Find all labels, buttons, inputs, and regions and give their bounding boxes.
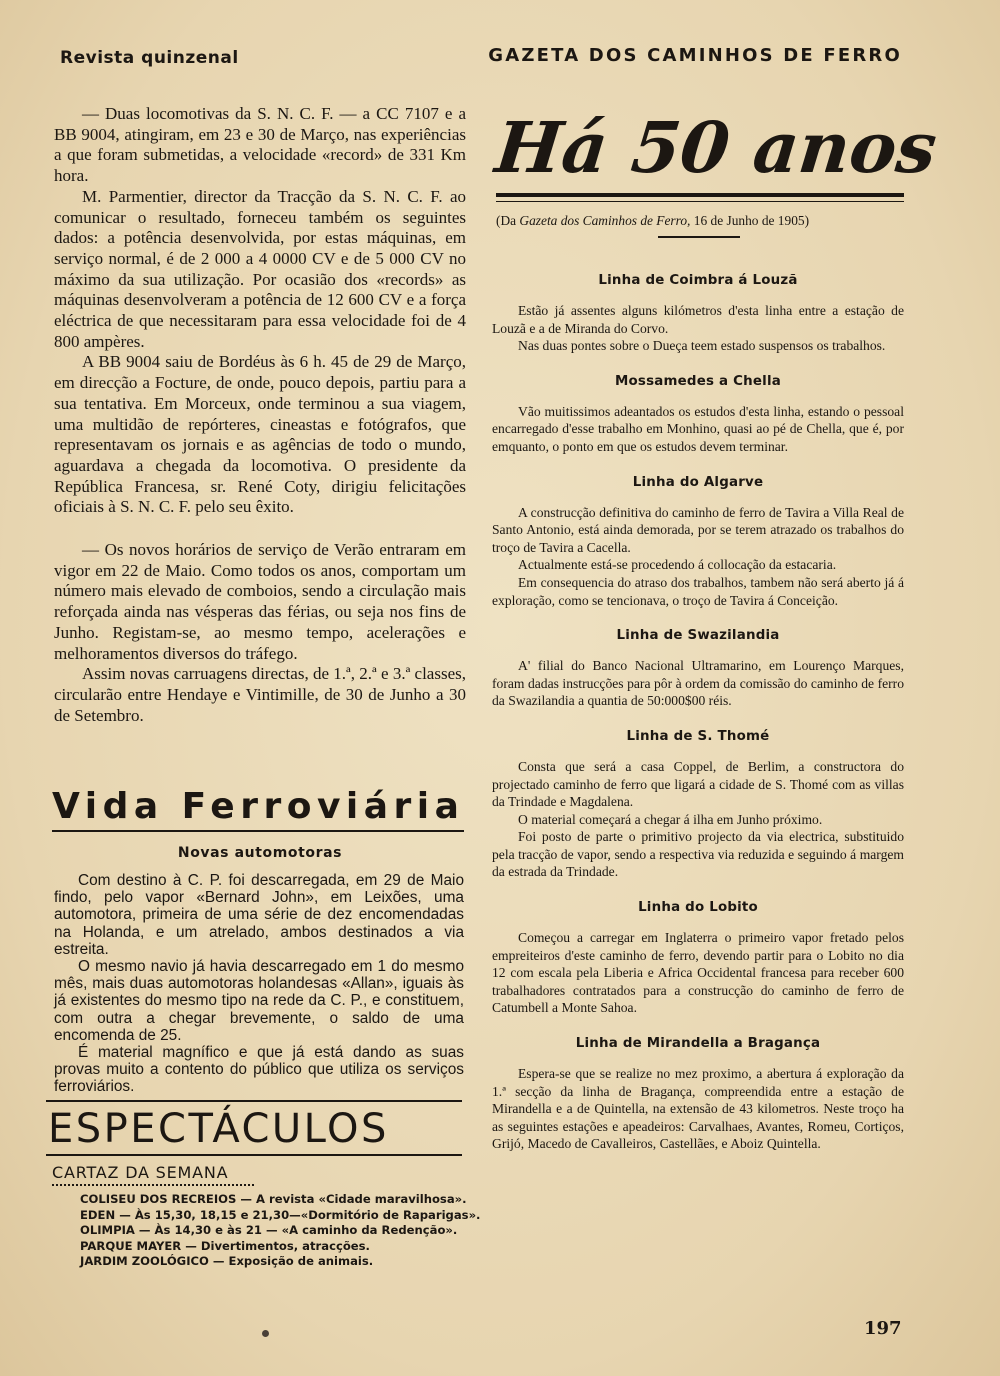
divider [496,201,904,202]
section-body [492,758,904,881]
source-italic: Gazeta dos Caminhos de Ferro, [519,213,691,228]
cartaz-title: CARTAZ DA SEMANA [52,1163,229,1182]
cartaz-list [80,1192,481,1270]
paragraph: Actualmente está-se procedendo á collocação da estacaria. [518,557,837,573]
divider [52,830,464,832]
paragraph: Consta que será a casa Coppel, de Berlim, a constructora do projectado caminho de ferro que ligará a cidade de S. Thomé com as villas da Trindade e Magdalena. [492,758,904,810]
section-title: Linha de S. Thomé [626,728,770,744]
page-number: 197 [864,1318,902,1339]
section-body [492,403,904,456]
divider [46,1100,462,1102]
paragraph: A construcção definitiva do caminho de ferro de Tavira a Villa Real de Santo Antonio, está ainda demorada, por se terem atrazado os trabalhos do troço de Tavira a Cacella. [492,504,904,555]
paragraph: Em consequencia do atraso dos trabalhos, tambem não será aberto já á exploração, como se tencionava, o troço de Tavira á Conceição. [492,574,904,608]
left-column-article [54,104,466,726]
vida-ferroviaria-title: Vida Ferroviária [52,786,464,827]
section-title: Linha de Coimbra á Louzã [598,273,798,288]
section-title: Linha de Swazilandia [616,628,780,644]
paragraph: Estão já assentes alguns kilómetros d'esta linha entre a estação de Louzã e a de Miranda do Corvo. [492,303,904,336]
section-title: Linha do Algarve [632,474,764,490]
paragraph: Assim novas carruagens directas, de 1.ª, 2.ª e 3.ª classes, circularão entre Hendaye e Vintimille, de 30 de Junho a 30 de Setembro. [54,664,466,725]
header-right: GAZETA DOS CAMINHOS DE FERRO [488,45,902,66]
paragraph: A' filial do Banco Nacional Ultramarino, em Lourenço Marques, foram dadas instrucções para pôr à ordem da comissão do caminho de ferro da Swazilandia a quantia de 50:000$00 réis. [492,658,904,709]
section-body [492,504,904,610]
section-title: Mossamedes a Chella [615,373,781,389]
paragraph: Espera-se que se realize no mez proximo, a abertura á exploração da 1.ª secção da linha de Bragança, compreendida entre a estação de Mirandella e a de Quintella, na extensão de 43 kilometros. Neste troço ha as seguintes estações e apeadeiros: Carvalhaes, Avantes, Romeu, Cortiços, Grijó, Macedo de Cavalleiros, Castellães, e Aboiz Quintella. [492,1066,904,1152]
paragraph: M. Parmentier, director da Tracção da S. N. C. F. ao comunicar o resultado, forneceu também os seguintes dados: a potência desenvolvida, por estas máquinas, em serviço normal, é de 2 000 a 4 0000 CV e de 5 000 CV no máximo da sua utilização. Por ocasião dos «records» as máquinas desenvolveram a potência de 12 600 CV e a força eléctrica de que necessitaram para essa velocidade foi de 4 800 ampères. [54,186,466,351]
list-item: OLIMPIA — Às 14,30 e às 21 — «A caminho da Redenção». [80,1223,458,1238]
paragraph: Vão muitissimos adeantados os estudos d'esta linha, estando o pessoal encarregado d'esse trabalho em Monhino, quasi ao pé de Chella, que é, por emquanto, o ponto em que os estudos devem terminar. [492,403,904,454]
espectaculos-title: ESPECTÁCULOS [48,1106,389,1152]
source-citation [496,213,906,229]
divider [496,193,904,197]
list-item: JARDIM ZOOLÓGICO — Exposição de animais. [80,1254,374,1269]
divider [46,1154,462,1156]
list-item: PARQUE MAYER — Divertimentos, atracções. [80,1238,370,1253]
paragraph: O mesmo navio já havia descarregado em 1 do mesmo mês, mais duas automotoras holandesas «Allan», iguais às já existentes do mesmo tipo na rede da C. P., e constituem, com outra a chegar brevemente, o saldo de uma encomenda de 25. [54,958,464,1044]
source-prefix: (Da [496,213,520,228]
ha-50-anos-title: Há 50 anos [491,106,941,189]
list-item: COLISEU DOS RECREIOS — A revista «Cidade maravilhosa». [80,1192,467,1206]
section-body [492,657,904,710]
list-item: EDEN — Às 15,30, 18,15 e 21,30—«Dormitório de Raparigas». [80,1207,481,1222]
vida-article [54,872,464,1096]
paragraph: Com destino à C. P. foi descarregada, em 29 de Maio findo, pelo vapor «Bernard John», em Leixões, uma automotora, primeira de uma série de dez encomendadas na Holanda, e um atrelado, ambos destinados a via estreita. [54,872,464,958]
paragraph: Começou a carregar em Inglaterra o primeiro vapor fretado pelos empreiteiros d'este caminho de ferro, devendo partir para o Lobito no dia 12 com escala pela Liberia e Africa Occidental francesa para receber 600 trabalhadores contratados para a construcção do caminho de ferro de Catumbell a Monte Sahoa. [492,930,904,1016]
header-left: Revista quinzenal [60,48,239,68]
paragraph: — Duas locomotivas da S. N. C. F. — a CC 7107 e a BB 9004, atingiram, em 23 e 30 de Março, nas experiências a que foram submetidas, a velocidade «record» de 331 Km hora. [54,104,466,186]
paragraph: O material começará a chegar á ilha em Junho próximo. [518,811,823,827]
paragraph: Foi posto de parte o primitivo projecto da via electrica, substituido pela tracção de vapor, sendo a respectiva via reduzida e seguindo á margem da estrada da Trindade. [492,829,904,880]
dotted-divider [52,1184,254,1186]
section-body [492,302,904,355]
ink-dot [262,1330,269,1337]
paragraph: — Os novos horários de serviço de Verão entraram em vigor em 22 de Maio. Como todos os anos, comportam um número mais elevado de comboios, sendo a circulação mais reforçada ainda nas vésperas das férias, ou seja nos fins de Junho. Registam-se, ao mesmo tempo, acelerações e melhoramentos diversos do tráfego. [54,540,466,663]
source-suffix: 16 de Junho de 1905) [690,213,810,228]
section-body [492,929,904,1017]
paragraph: É material magnífico e que já está dando as suas provas muito a contento do público que utiliza os serviços ferroviários. [54,1044,464,1096]
ha-50-anos-sections [492,272,904,1171]
paragraph: Nas duas pontes sobre o Dueça teem estado suspensos os trabalhos. [518,338,886,354]
divider [658,236,740,238]
section-title: Linha de Mirandella a Bragança [575,1036,821,1052]
section-title: Linha do Lobito [638,900,758,916]
vida-subtitle: Novas automotoras [177,845,343,861]
paragraph: A BB 9004 saiu de Bordéus às 6 h. 45 de 29 de Março, em direcção a Focture, de onde, pouco depois, partiu para a sua tentativa. Em Morceux, onde terminou a sua viagem, uma multidão de repórteres, cineastas e fotógrafos, que representavam os jornais e as agências de todo o mundo, aguardava a chegada da locomotiva. O presidente da República Francesa, sr. René Coty, dirigiu felicitações oficiais à S. N. C. F. pelo seu êxito. [54,352,466,517]
section-body [492,1065,904,1153]
